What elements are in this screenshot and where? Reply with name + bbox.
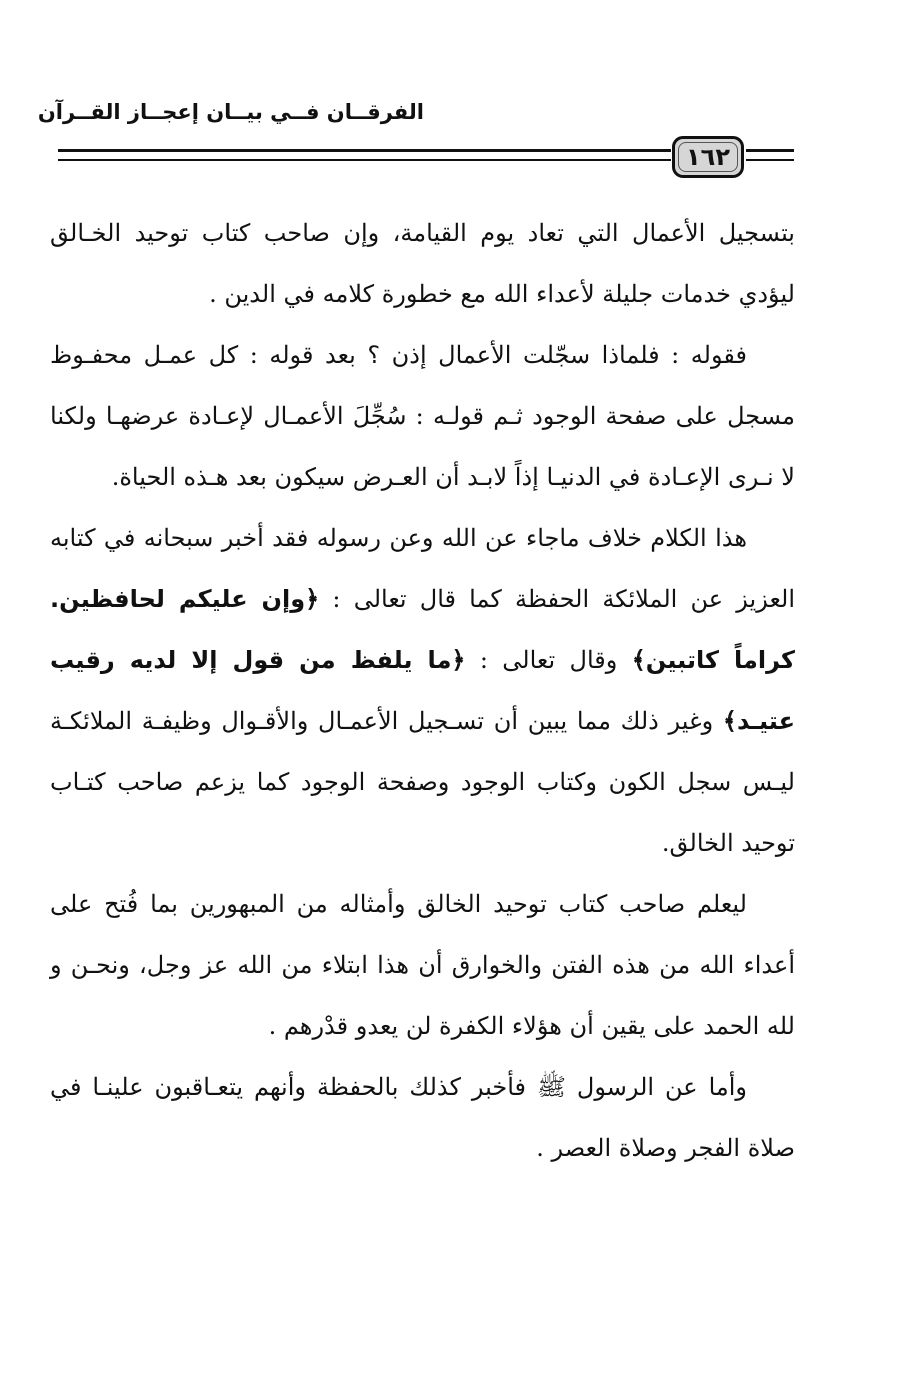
page-number: ١٦٢ bbox=[672, 136, 744, 178]
paragraph-text: وغير ذلك مما يبين أن تسـجيل الأعمـال والأقـوال وظيفـة الملائكـة ليـس سجل الكون وكتاب الوجود وصفحة الوجود كما يزعم صاحب كتـاب توحيد الخالق. bbox=[50, 707, 795, 857]
paragraph bbox=[50, 508, 795, 874]
paragraph-text: هذا الكلام خلاف ماجاء عن الله وعن رسوله فقد أخبر سبحانه في كتابه العزيز عن الملائكة الحفظة كما قال تعالى : bbox=[50, 524, 796, 613]
paragraph bbox=[50, 325, 795, 508]
header-rule bbox=[746, 159, 794, 161]
paragraph bbox=[50, 874, 795, 1057]
header-rule bbox=[58, 149, 671, 152]
paragraph-text: فقوله : فلماذا سجّلت الأعمال إذن ؟ بعد قوله : كل عمـل محفـوظ مسجل على صفحة الوجود ثـم قولـه : سُجِّلَ الأعمـال لإعـادة عرضهـا ولكنا لا نـرى الإعـادة في الدنيـا إذاً لابـد أن العـرض سيكون بعد هـذه الحياة. bbox=[50, 341, 795, 491]
body-text bbox=[50, 203, 795, 1179]
paragraph-text: وأما عن الرسول ﷺ فأخبر كذلك بالحفظة وأنهم يتعـاقبون علينـا في صلاة الفجر وصلاة العصر . bbox=[50, 1073, 795, 1162]
book-title: الفرقــان فــي بيــان إعجــاز القــرآن bbox=[37, 100, 424, 124]
paragraph-text: ليعلم صاحب كتاب توحيد الخالق وأمثاله من المبهورين بما فُتح على أعداء الله من هذه الفتن والخوارق أن هذا ابتلاء من الله عز وجل، ونحـن و لله الحمد على يقين أن هؤلاء الكفرة لن يعدو قدْرهم . bbox=[50, 890, 795, 1040]
paragraph bbox=[50, 1057, 795, 1179]
header-rule bbox=[746, 149, 794, 152]
paragraph: بتسجيل الأعمال التي تعاد يوم القيامة، وإن صاحب كتاب توحيد الخـالق ليؤدي خدمات جليلة لأعداء الله مع خطورة كلامه في الدين . bbox=[50, 219, 795, 308]
quran-verse: ﴿وإن عليكم لحافظين. كراماً كاتبين﴾ bbox=[50, 585, 795, 674]
header-rule bbox=[58, 159, 671, 161]
quran-verse: ﴿ما يلفظ من قول إلا لديه رقيب عتيـد﴾ bbox=[50, 646, 795, 735]
paragraph-text: وقال تعالى : bbox=[479, 646, 618, 674]
